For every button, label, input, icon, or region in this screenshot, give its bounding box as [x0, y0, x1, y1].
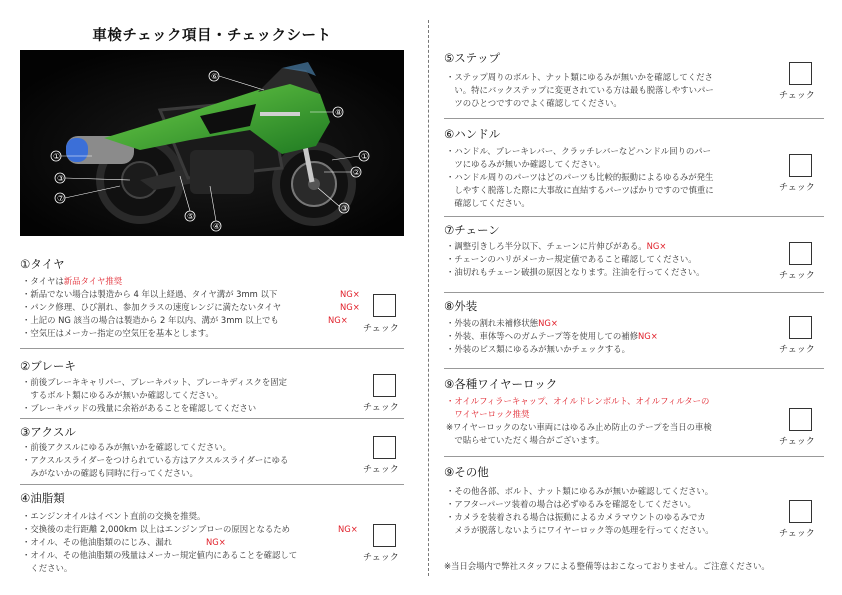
other-check-label: チェック — [779, 529, 815, 539]
chain-check-label: チェック — [779, 271, 815, 281]
marker-3-rear: ③ — [57, 174, 65, 183]
exterior-line-2: ・外装、車体等へのガムテープ等を使用しての補修NG× — [446, 331, 658, 341]
marker-2: ② — [353, 168, 361, 177]
axle-line-3: みがないかの確認も同時に行ってください。 — [22, 468, 198, 478]
section-title-step: ⑤ステップ — [444, 51, 501, 65]
wirelock-check-label: チェック — [779, 437, 815, 447]
step-check-box[interactable] — [789, 62, 812, 85]
section-title-brake: ②ブレーキ — [20, 359, 76, 373]
section-title-tire: ①タイヤ — [20, 257, 65, 271]
wirelock-red-line-1: ・オイルフィラーキャップ、オイルドレンボルト、オイルフィルターの — [446, 396, 710, 406]
oil-line-1: ・エンジンオイルはイベント直前の交換を推奨。 — [22, 511, 206, 521]
step-separator — [444, 118, 824, 119]
other-line-4: メラが脱落しないようにワイヤーロック等の処理を行ってください。 — [446, 525, 714, 535]
step-line-2: い。特にバックステップに変更されている方は最も脱落しやすいパー — [446, 85, 714, 95]
wirelock-check-box[interactable] — [789, 408, 812, 431]
section-title-exterior: ⑧外装 — [444, 299, 478, 313]
chain-line-2: ・チェーンのハリがメーカー規定値であること確認してください。 — [446, 254, 697, 264]
chain-separator — [444, 292, 824, 293]
wirelock-red-line-2: ワイヤーロック推奨 — [446, 409, 530, 419]
marker-5: ⑤ — [187, 212, 195, 221]
oil-ng-2: NG× — [206, 537, 226, 547]
motorcycle-illustration — [20, 50, 404, 236]
exterior-line-3: ・外装のビス類にゆるみが無いかチェックする。 — [446, 344, 630, 354]
brake-line-2: するボルト類にゆるみが無いか確認してください。 — [22, 390, 223, 400]
axle-separator — [20, 484, 404, 485]
brake-line-1: ・前後ブレーキキャリパー、ブレーキパット、ブレーキディスクを固定 — [22, 377, 287, 387]
oil-line-4: ・オイル、その他油脂類の残量はメーカー規定値内にあることを確認して — [22, 550, 298, 560]
tire-ng-2: NG× — [340, 302, 360, 312]
tire-line-2: ・新品でない場合は製造から 4 年以上経過、タイヤ溝が 3mm 以下 — [22, 289, 278, 299]
marker-7: ⑦ — [57, 194, 65, 203]
wirelock-line-1: ※ワイヤーロックのない車両にはゆるみ止め防止のテープを当日の車検 — [446, 422, 712, 432]
brake-check-label: チェック — [363, 403, 399, 413]
other-check-box[interactable] — [789, 500, 812, 523]
brake-check-box[interactable] — [373, 374, 396, 397]
footer-note: ※当日会場内で弊社スタッフによる整備等はおこなっておりません。ご注意ください。 — [444, 561, 770, 571]
axle-line-2: ・アクスルスライダーをつけられている方はアクスルスライダーにゆる — [22, 455, 289, 465]
tire-line-5: ・空気圧はメーカー指定の空気圧を基本とします。 — [22, 328, 214, 338]
handle-check-box[interactable] — [789, 154, 812, 177]
step-line-1: ・ステップ周りのボルト、ナット類にゆるみが無いかを確認してくださ — [446, 72, 713, 82]
tire-line-4: ・上記の NG 該当の場合は製造から 2 年以内、溝が 3mm 以上でも — [22, 315, 279, 325]
marker-1-rear: ① — [53, 152, 61, 161]
brake-line-3: ・ブレーキパッドの残量に余裕があることを確認してください — [22, 403, 257, 413]
oil-check-label: チェック — [363, 553, 399, 563]
oil-ng-1: NG× — [338, 524, 358, 534]
marker-6: ⑥ — [211, 72, 219, 81]
tire-line-3: ・パンク修理、ひび割れ、参加クラスの速度レンジに満たないタイヤ — [22, 302, 282, 312]
section-title-handle: ⑥ハンドル — [444, 127, 501, 141]
chain-line-3: ・油切れもチェーン破損の原因となります。注油を行ってください。 — [446, 267, 705, 277]
axle-check-box[interactable] — [373, 436, 396, 459]
tire-check-label: チェック — [363, 324, 399, 334]
oil-line-3: ・オイル、その他油脂類のにじみ、漏れ — [22, 537, 173, 547]
exterior-line-1: ・外装の割れ未補修状態NG× — [446, 318, 558, 328]
step-line-3: ツのひとつですのでよく確認してください。 — [446, 98, 622, 108]
handle-line-3: ・ハンドル周りのパーツはどのパーツも比較的振動によるゆるみが発生 — [446, 172, 714, 182]
axle-line-1: ・前後アクスルにゆるみが無いかを確認してください。 — [22, 442, 232, 452]
handle-check-label: チェック — [779, 183, 815, 193]
oil-line-5: ください。 — [22, 563, 73, 573]
brake-separator — [20, 418, 404, 419]
chain-check-box[interactable] — [789, 242, 812, 265]
exterior-separator — [444, 368, 824, 369]
oil-check-box[interactable] — [373, 524, 396, 547]
axle-check-label: チェック — [363, 465, 399, 475]
wirelock-separator — [444, 456, 824, 457]
wirelock-line-2: で貼らせていただく場合がございます。 — [446, 435, 605, 445]
marker-8: ⑧ — [335, 108, 343, 117]
motorcycle-photo — [20, 50, 404, 236]
handle-line-1: ・ハンドル、ブレーキレバー、クラッチレバーなどハンドル回りのパー — [446, 146, 712, 156]
tire-line-1: ・タイヤは新品タイヤ推奨 — [22, 276, 123, 286]
tire-ng-3: NG× — [328, 315, 348, 325]
section-title-wirelock: ⑨各種ワイヤーロック — [444, 377, 558, 391]
marker-3-front: ③ — [341, 204, 349, 213]
handle-separator — [444, 216, 824, 217]
column-divider — [428, 20, 429, 576]
tire-separator — [20, 348, 404, 349]
handle-line-5: 確認してください。 — [446, 198, 530, 208]
step-check-label: チェック — [779, 91, 815, 101]
other-line-1: ・その他各部、ボルト、ナット類にゆるみが無いか確認してください。 — [446, 486, 714, 496]
section-title-other: ⑨その他 — [444, 465, 489, 479]
handle-line-2: ツにゆるみが無いか確認してください。 — [446, 159, 606, 169]
page-title: 車検チェック項目・チェックシート — [92, 28, 332, 44]
other-line-2: ・アフターパーツ装着の場合は必ずゆるみを確認をしてください。 — [446, 499, 696, 509]
tire-check-box[interactable] — [373, 294, 396, 317]
other-line-3: ・カメラを装着される場合は振動によるカメラマウントのゆるみでカ — [446, 512, 706, 522]
oil-line-2: ・交換後の走行距離 2,000km 以上はエンジンブローの原因となるため — [22, 524, 291, 534]
section-title-oil: ④油脂類 — [20, 491, 65, 505]
section-title-axle: ③アクスル — [20, 425, 76, 439]
tire-ng-1: NG× — [340, 289, 360, 299]
section-title-chain: ⑦チェーン — [444, 223, 500, 237]
exterior-check-box[interactable] — [789, 316, 812, 339]
marker-4: ④ — [213, 222, 221, 231]
marker-1-front: ① — [361, 152, 369, 161]
exterior-check-label: チェック — [779, 345, 815, 355]
chain-line-1: ・調整引きしろ半分以下、チェーンに片伸びがある。NG× — [446, 241, 667, 251]
handle-line-4: しやすく脱落した際に大事故に直結するパーツばかりですので慎重に — [446, 185, 714, 195]
